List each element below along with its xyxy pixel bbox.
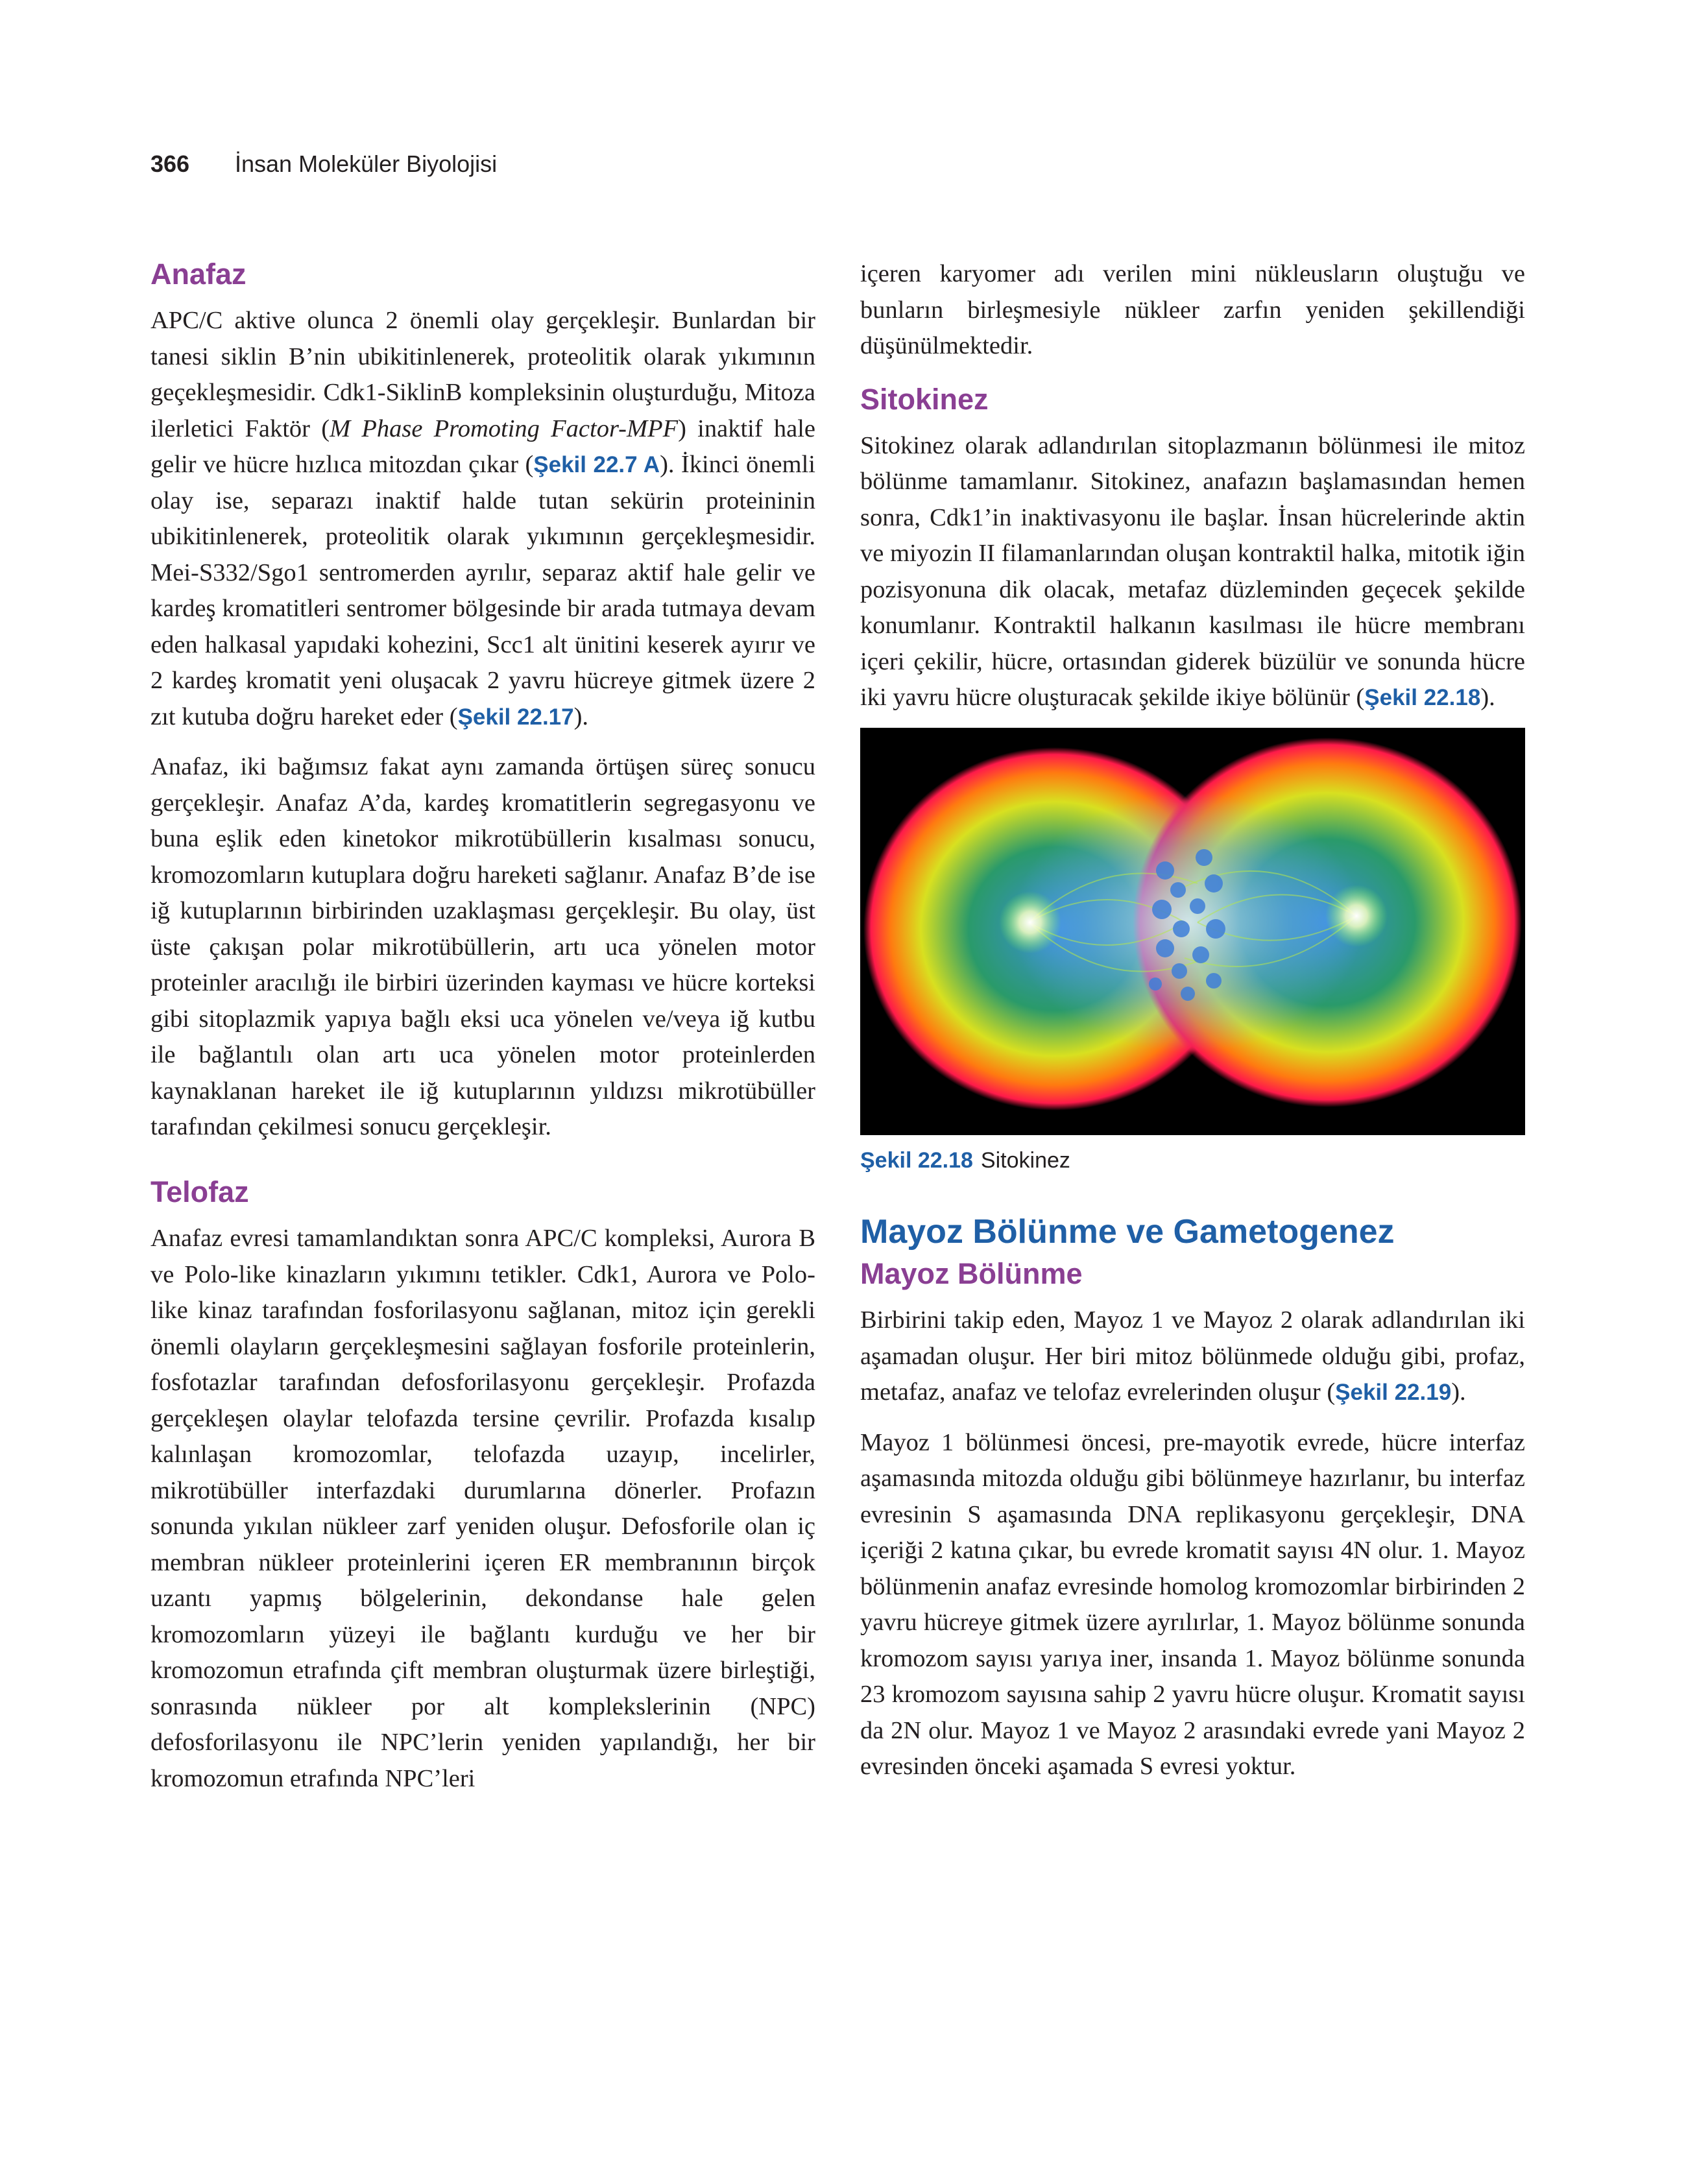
figure-caption [860, 1148, 1525, 1173]
right-column [860, 256, 1525, 1785]
figure-ref-22-18[interactable]: Şekil 22.18 [1364, 685, 1481, 711]
continued-paragraph: içeren karyomer adı verilen mini nükleusların oluştuğu ve bunların birleşmesiyle nükleer zarfın yeniden şekillendiği düşünülmektedir. [860, 260, 1525, 359]
figure-ref-22-7a[interactable]: Şekil 22.7 A [533, 452, 660, 478]
mpf-term: M Phase Promoting Factor-MPF [330, 414, 679, 442]
right-spindle-pole [1325, 885, 1388, 947]
anafaz-paragraph-2: Anafaz, iki bağımsız fakat aynı zamanda örtüşen süreç sonucu gerçekleşir. Anafaz A’da, kardeş kromatitlerin segregasyonu ve buna eşlik eden kinetokor mikrotübüllerin kısalması sonucu, kromozomların kutuplara doğru hareketi sağlanır. Anafaz B’de ise iğ kutuplarının birbirinden uzaklaşması gerçekleşir. Bu olay, üst üste çakışan polar mikrotübüllerin, artı uca yönelen motor proteinler aracılığı ile birbiri üzerinden kayması ve hücre korteksi gibi sitoplazmik yapıya bağlı eksi uca yönelen ve/veya iğ kutbu ile bağlantılı olan artı uca yönelen motor proteinlerden kaynaklanan hareket ile iğ kutuplarının yıldızsı mikrotübüller tarafından çekilmesi sonucu gerçekleşir. [151, 753, 815, 1141]
mayoz-paragraph-2: Mayoz 1 bölünmesi öncesi, pre-mayotik evrede, hücre interfaz aşamasında mitozda olduğu gibi bölünmeye hazırlanır, bu interfaz evresinin S aşamasında DNA replikasyonu gerçekleşir, DNA içeriği 2 katına çıkar, bu evrede kromatit sayısı 4N olur. 1. Mayoz bölünmenin anafaz evresinde homolog kromozomlar birbirinden 2 yavru hücreye gitmek üzere ayrılırlar, 1. Mayoz bölünme sonunda kromozom sayısı yarıya iner, insanda 1. Mayoz bölünme sonunda 23 kromozom sayısına sahip 2 yavru hücre oluşur. Kromatit sayısı da 2N olur. Mayoz 1 ve Mayoz 2 arasındaki evrede yani Mayoz 2 evresinden önceki aşamada S evresi yoktur. [860, 1428, 1525, 1780]
anafaz-heading: Anafaz [151, 258, 247, 291]
mayoz-subheading: Mayoz Bölünme [860, 1256, 1083, 1290]
figure-ref-22-19[interactable]: Şekil 22.19 [1335, 1380, 1452, 1405]
sitokinez-heading: Sitokinez [860, 382, 989, 416]
cytokinesis-illustration [860, 728, 1525, 1135]
cytokinesis-figure [860, 728, 1525, 1135]
book-title: İnsan Moleküler Biyolojisi [235, 150, 498, 177]
page-number: 366 [151, 150, 190, 177]
mayoz-heading: Mayoz Bölünme ve Gametogenez [860, 1212, 1395, 1251]
mayoz-paragraph-1: Birbirini takip eden, Mayoz 1 ve Mayoz 2 olarak adlandırılan iki aşamadan oluşur. Her biri mitoz bölünmede olduğu gibi, profaz, metafaz, anafaz ve telofaz evrelerinden oluşur (Şekil 22.19). [860, 1306, 1525, 1406]
telofaz-heading: Telofaz [151, 1175, 249, 1208]
figure-label: Şekil 22.18 [860, 1147, 973, 1173]
figure-caption-text: Sitokinez [980, 1147, 1070, 1173]
sitokinez-paragraph: Sitokinez olarak adlandırılan sitoplazmanın bölünmesi ile mitoz bölünme tamamlanır. Sitokinez, anafazın başlamasından hemen sonra, Cdk1’in inaktivasyonu ile başlar. İnsan hücrelerinde aktin ve miyozin II filamanlarından oluşan kontraktil halka, mitotik iğin pozisyonuna dik olacak, metafaz düzleminden geçecek şekilde konumlanır. Kontraktil halkanın kasılması ile hücre membranı içeri çekilir, hücre, ortasından giderek büzülür ve sonunda hücre iki yavru hücre oluşturacak şekilde ikiye bölünür (Şekil 22.18). [860, 431, 1525, 712]
telofaz-paragraph: Anafaz evresi tamamlandıktan sonra APC/C kompleksi, Aurora B ve Polo-like kinazların yıkımını tetikler. Cdk1, Aurora ve Polo-like kinaz tarafından fosforilasyonu sağlanan, mitoz için gerekli önemli olayların gerçekleşmesini sağlayan fosforile proteinlerin, fosfotazlar tarafından defosforilasyonu gerçekleşir. Profazda gerçekleşen olaylar telofazda tersine çevrilir. Profazda kısalıp kalınlaşan kromozomlar, telofazda uzayıp, incelirler, mikrotübüller interfazdaki durumlarına dönerler. Profazın sonunda yıkılan nükleer zarf yeniden oluşur. Defosforile olan iç membran nükleer proteinlerini içeren ER membranının birçok uzantı yapmış bölgelerinin, dekondanse hale gelen kromozomların yüzeyi ile bağlantı kurduğu ve her bir kromozomun etrafında çift membran oluşturmak üzere birleştiği, sonrasında nükleer por alt komplekslerinin (NPC) defosforilasyonu ile NPC’lerin yeniden yapılandığı, her bir kromozomun etrafında NPC’leri [151, 1225, 815, 1792]
left-spindle-pole [999, 891, 1061, 954]
left-column [151, 256, 815, 1797]
anafaz-paragraph-1: APC/C aktive olunca 2 önemli olay gerçekleşir. Bunlardan bir tanesi siklin B’nin ubikitinlenerek, proteolitik olarak yıkımının geçekleşmesidir. Cdk1-SiklinB kompleksinin oluşturduğu, Mitoza ilerletici Faktör (M Phase Promoting Factor-MPF) inaktif hale gelir ve hücre hızlıca mitozdan çıkar (Şekil 22.7 A). İkinci önemli olay ise, separazı inaktif halde tutan sekürin proteininin ubikitinlenerek, proteolitik olarak yıkımının gerçekleşmesidir. Mei-S332/Sgo1 sentromerden ayrılır, separaz aktif hale gelir ve kardeş kromatitleri sentromer bölgesinde bir arada tutmaya devam eden halkasal yapıdaki kohezini, Scc1 alt ünitini keserek ayırır ve 2 kardeş kromatit yeni oluşacak 2 yavru hücreye gitmek üzere 2 zıt kutuba doğru hareket eder (Şekil 22.17). [151, 307, 815, 730]
figure-ref-22-17[interactable]: Şekil 22.17 [457, 704, 574, 730]
